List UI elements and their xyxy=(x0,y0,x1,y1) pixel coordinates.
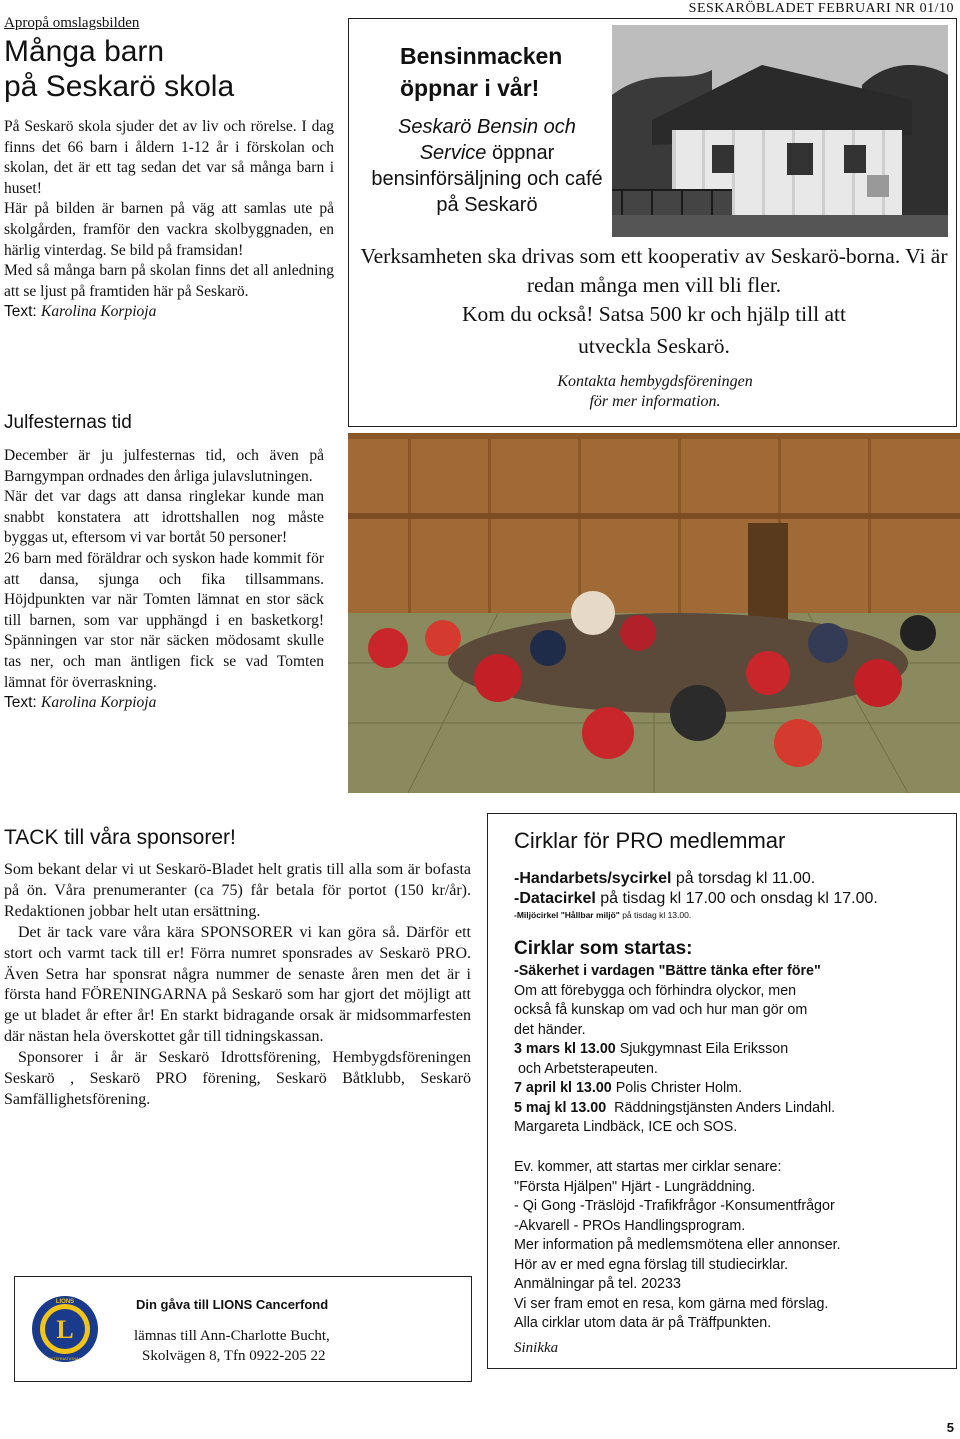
gas-body-text: utveckla Seskarö. xyxy=(578,334,730,358)
jul-heading: Julfesternas tid xyxy=(4,412,132,433)
pro-line: "Första Hjälpen" Hjärt - Lungräddning. xyxy=(514,1178,756,1195)
pro-date: 5 maj kl 13.00 xyxy=(514,1099,607,1116)
pro-signature: Sinikka xyxy=(514,1340,559,1356)
pro-course-title: -Säkerhet i vardagen "Bättre tänka efter före" xyxy=(514,963,821,979)
jul-paragraph: När det var dags att dansa ringlekar kunde man snabbt konstatera att idrottshallen nog måste byggas ut, eftersom vi var bortåt 50 personer! xyxy=(4,488,324,547)
jul-credit xyxy=(4,693,324,714)
pro-start-heading: Cirklar som startas: xyxy=(514,938,693,959)
pro-line: det händer. xyxy=(514,1021,586,1038)
lions-logo-letter: L xyxy=(56,1315,74,1344)
cover-story xyxy=(4,117,334,323)
gas-body-text: Kom du också! Satsa 500 kr och hjälp till att xyxy=(462,302,846,326)
pro-line: Anmälningar på tel. 20233 xyxy=(514,1276,681,1292)
pro-circle-name: -Miljöcirkel "Hållbar miljö" xyxy=(514,910,620,920)
jul-story xyxy=(4,446,324,714)
pro-safety-course xyxy=(514,962,944,1138)
pro-circle-name: -Handarbets/sycirkel xyxy=(514,870,672,887)
kicker: Apropå omslagsbilden xyxy=(4,15,140,31)
pro-date-line xyxy=(514,1040,944,1060)
gas-body xyxy=(354,242,954,361)
gas-title-line-2: öppnar i vår! xyxy=(400,75,540,101)
gas-body-text: Verksamheten ska drivas som ett kooperativ av Seskarö-borna. Vi är redan många men vill bli fler. xyxy=(360,244,948,297)
lions-logo-top-text: LIONS xyxy=(55,1299,75,1305)
cover-credit xyxy=(4,302,334,323)
gas-company-name: Seskarö Bensin och Service xyxy=(398,116,576,164)
sponsors-text xyxy=(4,860,471,1111)
cover-paragraph: På Seskarö skola sjuder det av liv och rörelse. I dag finns det 66 barn i åldern 1-12 år i förskolan och skolan, det är ett tag sedan det var så många barn i huset! xyxy=(4,118,334,197)
lions-logo xyxy=(30,1294,100,1364)
page-number: 5 xyxy=(946,1420,954,1435)
sponsors-paragraph: Sponsorer i år är Seskarö Idrottsförening, Hembygdsföreningen Seskarö , Seskarö PRO förening, Seskarö Båtklubb, Seskarö Samfällighetsförening. xyxy=(4,1049,471,1108)
lions-logo-bottom-text: INTERNATIONAL xyxy=(49,1356,81,1361)
pro-date-detail: Sjukgymnast Eila Eriksson xyxy=(615,1041,789,1057)
pro-line: Margareta Lindbäck, ICE och SOS. xyxy=(514,1119,738,1135)
lions-address-line-2: Skolvägen 8, Tfn 0922-205 22 xyxy=(142,1348,326,1364)
pro-line: också få kunskap om vad och hur man gör om xyxy=(514,1002,808,1018)
jul-paragraph: 26 barn med föräldrar och syskon hade kommit för att dansa, sjunga och fika tillsammans. Höjdpunkten var när Tomten lämnat en stor säck till barnen, som var upphängd i en basketkorg! Spänningen var stor när säcken mödosamt skulle tas ner, och man äntligen fick se vad Tomten lämnat för överraskning. xyxy=(4,549,324,691)
lions-title: Din gåva till LIONS Cancerfond xyxy=(136,1297,329,1312)
pro-circle-name: -Datacirkel xyxy=(514,890,596,907)
pro-title: Cirklar för PRO medlemmar xyxy=(514,828,786,853)
jul-paragraph: December är ju julfesternas tid, och även på Barngympan ordnades den årliga julavslutningen. xyxy=(4,447,324,485)
credit-name: Karolina Korpioja xyxy=(41,303,157,321)
christmas-party-photo xyxy=(348,433,960,793)
pro-line: - Qi Gong -Träslöjd -Trafikfrågor -Konsumentfrågor xyxy=(514,1198,835,1214)
pro-circle-time: på torsdag kl 11.00. xyxy=(671,870,816,887)
gas-subtitle-rest: öppnar bensinförsäljning och café på Seskarö xyxy=(371,142,603,216)
credit-label: Text: xyxy=(4,694,37,712)
sponsors-paragraph: Som bekant delar vi ut Seskarö-Bladet helt gratis till alla som är bofasta på ön. Våra prenumeranter (ca 75) får betala för portot (150 kr/år). Redaktionen jobbar helt utan ersättning. xyxy=(4,861,471,920)
pro-line: Ev. kommer, att startas mer cirklar senare: xyxy=(514,1159,782,1175)
pro-circle-1 xyxy=(514,870,815,888)
headline-line-1: Många barn xyxy=(4,35,165,68)
pro-line: Hör av er med egna förslag till studiecirklar. xyxy=(514,1256,789,1273)
gas-subtitle xyxy=(370,114,604,218)
pro-circle-time: på tisdag kl 17.00 och onsdag kl 17.00. xyxy=(595,890,878,907)
sponsors-heading: TACK till våra sponsorer! xyxy=(4,826,236,849)
pro-line: Om att förebygga och förhindra olyckor, men xyxy=(514,982,797,999)
gas-contact-line: Kontakta hembygdsföreningen xyxy=(557,373,753,390)
pro-date-line xyxy=(514,1079,944,1099)
credit-label: Text: xyxy=(4,303,37,321)
cover-paragraph: Här på bilden är barnen på väg att samlas ute på skolgården, framför den vackra skolbyggnaden, en härlig vinterdag. Se bild på framsidan! xyxy=(4,200,334,259)
headline-line-2: på Seskarö skola xyxy=(4,70,235,103)
pro-date-line xyxy=(514,1099,944,1119)
pro-line: Alla cirklar utom data är på Träffpunkten. xyxy=(514,1315,772,1331)
pro-circle-time: på tisdag kl 13.00. xyxy=(619,910,692,920)
pro-date-detail: Polis Christer Holm. xyxy=(611,1080,743,1096)
cover-paragraph: Med så många barn på skolan finns det all anledning att se ljust på framtiden här på Seskarö. xyxy=(4,262,334,300)
gas-title-line-1: Bensinmacken xyxy=(400,43,563,69)
pro-more-info xyxy=(514,1158,944,1334)
pro-circle-3 xyxy=(514,910,691,920)
gas-station-photo xyxy=(612,25,948,237)
pro-date: 7 april kl 13.00 xyxy=(514,1080,612,1096)
gas-title xyxy=(400,40,562,104)
pro-date-detail: Räddningstjänsten Anders Lindahl. xyxy=(606,1099,836,1116)
pro-circle-2 xyxy=(514,890,878,908)
pro-line: -Akvarell - PROs Handlingsprogram. xyxy=(514,1217,746,1234)
gas-contact-line: för mer information. xyxy=(589,393,721,410)
pro-line: Vi ser fram emot en resa, kom gärna med förslag. xyxy=(514,1295,829,1312)
pro-line: och Arbetsterapeuten. xyxy=(514,1060,658,1077)
pro-date: 3 mars kl 13.00 xyxy=(514,1041,616,1057)
pro-line: Mer information på medlemsmötena eller annonser. xyxy=(514,1237,841,1253)
credit-name: Karolina Korpioja xyxy=(41,694,157,712)
masthead: SESKARÖBLADET FEBRUARI NR 01/10 xyxy=(688,1,954,16)
sponsors-paragraph: Det är tack vare våra kära SPONSORER vi kan göra så. Därför ett stort och varmt tack till er! Förra numret sponsrades av Seskarö PRO. Även Setra har sponsrat några nummer de senaste åren men det är i första hand FÖRENINGARNA på Seskarö som har gjort det möjligt att ge ut bladet år efter år! En starkt bidragande orsak är midsommarfesten där nästan hela överskottet går till tidningskassan. xyxy=(4,923,471,1046)
lions-address-line-1: lämnas till Ann-Charlotte Bucht, xyxy=(134,1328,330,1344)
headline xyxy=(4,34,334,104)
gas-contact xyxy=(360,372,950,412)
